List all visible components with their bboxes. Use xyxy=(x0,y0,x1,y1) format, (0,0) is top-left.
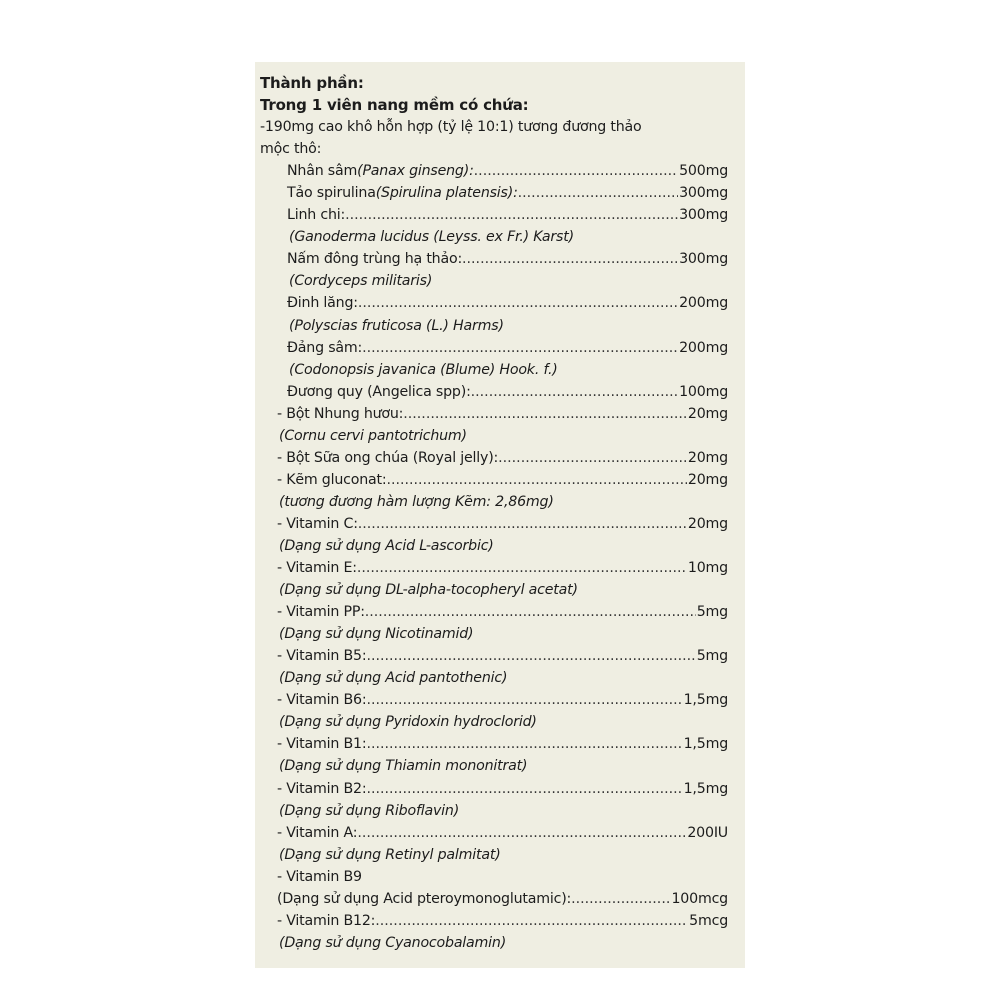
dot-leader xyxy=(357,822,686,844)
ingredient-note-text: (Cordyceps militaris) xyxy=(289,273,433,290)
ingredient-note-text: (Codonopsis javanica (Blume) Hook. f.) xyxy=(289,361,558,378)
ingredient-name: - Kẽm gluconat: xyxy=(277,471,387,488)
dot-leader xyxy=(403,403,687,425)
ingredient-row xyxy=(260,447,728,469)
dot-leader xyxy=(571,888,670,910)
ingredient-name: - Vitamin A: xyxy=(277,824,358,841)
ingredient-name: - Bột Nhung hươu: xyxy=(277,405,404,422)
text-line-content: - Vitamin B9 xyxy=(277,868,362,885)
dot-leader xyxy=(362,337,678,359)
ingredients-label-panel xyxy=(255,62,745,968)
ingredient-name: - Vitamin B2: xyxy=(277,780,367,797)
ingredient-row xyxy=(260,910,728,932)
ingredient-amount: 200IU xyxy=(687,824,728,841)
heading-text: Trong 1 viên nang mềm có chứa: xyxy=(260,96,529,115)
section-heading xyxy=(260,72,728,94)
ingredient-name: - Bột Sữa ong chúa (Royal jelly): xyxy=(277,449,499,466)
heading-text: Thành phần: xyxy=(260,74,364,92)
ingredient-amount: 300mg xyxy=(679,185,728,202)
dot-leader xyxy=(366,733,682,755)
text-line xyxy=(260,138,728,160)
ingredient-note-text: (Ganoderma lucidus (Leyss. ex Fr.) Karst) xyxy=(289,229,574,246)
dot-leader xyxy=(474,160,678,182)
dot-leader xyxy=(345,204,678,226)
dot-leader xyxy=(498,447,687,469)
ingredient-amount: 5mg xyxy=(696,604,728,621)
dot-leader xyxy=(462,248,678,270)
ingredient-row xyxy=(260,557,728,579)
ingredient-row xyxy=(260,160,728,182)
ingredient-name: - Vitamin B5: xyxy=(277,648,367,665)
ingredient-row xyxy=(260,204,728,226)
dot-leader xyxy=(366,645,695,667)
ingredient-name: Đương quy (Angelica spp): xyxy=(287,383,471,400)
ingredient-row xyxy=(260,292,728,314)
ingredient-amount: 300mg xyxy=(679,207,728,224)
ingredient-amount: 10mg xyxy=(687,560,728,577)
ingredient-amount: 1,5mg xyxy=(683,780,728,797)
ingredient-note-text: (Dạng sử dụng Acid pantothenic) xyxy=(279,670,508,687)
ingredient-note-text: (Dạng sử dụng DL-alpha-tocopheryl acetat) xyxy=(279,582,578,599)
ingredient-note xyxy=(260,491,728,513)
ingredient-note xyxy=(260,579,728,601)
ingredient-row xyxy=(260,248,728,270)
ingredients-list xyxy=(260,72,728,954)
ingredient-amount: 5mg xyxy=(696,648,728,665)
dot-leader xyxy=(375,910,688,932)
text-line xyxy=(260,116,728,138)
ingredient-row xyxy=(260,822,728,844)
ingredient-name: (Dạng sử dụng Acid pteroymonoglutamic): xyxy=(277,890,572,907)
ingredient-row xyxy=(260,645,728,667)
ingredient-name: - Vitamin B1: xyxy=(277,736,367,753)
ingredient-name: Linh chi: xyxy=(287,207,346,224)
ingredient-row xyxy=(260,601,728,623)
dot-leader xyxy=(386,469,686,491)
ingredient-name: - Vitamin PP: xyxy=(277,604,365,621)
ingredient-name: - Vitamin B12: xyxy=(277,912,376,929)
ingredient-note-text: (Dạng sử dụng Riboflavin) xyxy=(279,802,460,819)
text-line-content: -190mg cao khô hỗn hợp (tỷ lệ 10:1) tương đương thảo xyxy=(260,119,642,136)
ingredient-row xyxy=(260,182,728,204)
dot-leader xyxy=(358,513,687,535)
section-heading xyxy=(260,94,728,116)
ingredient-name: Đảng sâm: xyxy=(287,339,363,356)
ingredient-note xyxy=(260,755,728,777)
ingredient-latin-name: (Spirulina platensis): xyxy=(375,185,518,202)
dot-leader xyxy=(366,778,682,800)
ingredient-name: Nấm đông trùng hạ thảo: xyxy=(287,251,463,268)
ingredient-note xyxy=(260,667,728,689)
dot-leader xyxy=(471,381,678,403)
ingredient-note-text: (Cornu cervi pantotrichum) xyxy=(279,427,467,444)
ingredient-row xyxy=(260,888,728,910)
dot-leader xyxy=(518,182,678,204)
ingredient-note-text: (Dạng sử dụng Thiamin mononitrat) xyxy=(279,758,528,775)
ingredient-row xyxy=(260,689,728,711)
ingredient-note-text: (Dạng sử dụng Pyridoxin hydroclorid) xyxy=(279,714,537,731)
ingredient-note xyxy=(260,315,728,337)
ingredient-amount: 200mg xyxy=(679,295,728,312)
ingredient-note-text: (Dạng sử dụng Acid L-ascorbic) xyxy=(279,537,494,554)
ingredient-amount: 100mg xyxy=(679,383,728,400)
ingredient-amount: 1,5mg xyxy=(683,736,728,753)
ingredient-note xyxy=(260,711,728,733)
ingredient-name: Đinh lăng: xyxy=(287,295,358,312)
ingredient-note xyxy=(260,535,728,557)
dot-leader xyxy=(366,689,682,711)
ingredient-latin-name: (Panax ginseng): xyxy=(357,163,474,180)
ingredient-amount: 1,5mg xyxy=(683,692,728,709)
ingredient-note-text: (Dạng sử dụng Cyanocobalamin) xyxy=(279,934,507,951)
ingredient-amount: 200mg xyxy=(679,339,728,356)
ingredient-amount: 20mg xyxy=(687,471,728,488)
ingredient-note-text: (Polyscias fruticosa (L.) Harms) xyxy=(289,317,504,334)
ingredient-row xyxy=(260,733,728,755)
ingredient-name: Tảo spirulina xyxy=(287,185,376,202)
ingredient-row xyxy=(260,337,728,359)
ingredient-amount: 300mg xyxy=(679,251,728,268)
ingredient-note-text: (Dạng sử dụng Retinyl palmitat) xyxy=(279,846,501,863)
ingredient-row xyxy=(260,469,728,491)
ingredient-amount: 5mcg xyxy=(689,912,728,929)
ingredient-row xyxy=(260,403,728,425)
ingredient-note xyxy=(260,844,728,866)
ingredient-name: - Vitamin C: xyxy=(277,515,358,532)
ingredient-note xyxy=(260,623,728,645)
ingredient-amount: 20mg xyxy=(687,405,728,422)
ingredient-note-text: (Dạng sử dụng Nicotinamid) xyxy=(279,626,474,643)
dot-leader xyxy=(365,601,696,623)
ingredient-note xyxy=(260,800,728,822)
ingredient-note xyxy=(260,270,728,292)
ingredient-name: - Vitamin E: xyxy=(277,560,357,577)
dot-leader xyxy=(357,557,687,579)
ingredient-name: - Vitamin B6: xyxy=(277,692,367,709)
ingredient-amount: 20mg xyxy=(687,449,728,466)
ingredient-amount: 100mcg xyxy=(671,890,728,907)
ingredient-amount: 500mg xyxy=(679,163,728,180)
ingredient-note xyxy=(260,226,728,248)
ingredient-amount: 20mg xyxy=(687,515,728,532)
ingredient-row xyxy=(260,513,728,535)
ingredient-note-text: (tương đương hàm lượng Kẽm: 2,86mg) xyxy=(279,493,554,510)
text-line xyxy=(260,866,728,888)
ingredient-note xyxy=(260,932,728,954)
ingredient-note xyxy=(260,425,728,447)
text-line-content: mộc thô: xyxy=(260,141,322,158)
ingredient-note xyxy=(260,359,728,381)
dot-leader xyxy=(358,292,678,314)
ingredient-name: Nhân sâm xyxy=(287,163,358,180)
ingredient-row xyxy=(260,778,728,800)
ingredient-row xyxy=(260,381,728,403)
